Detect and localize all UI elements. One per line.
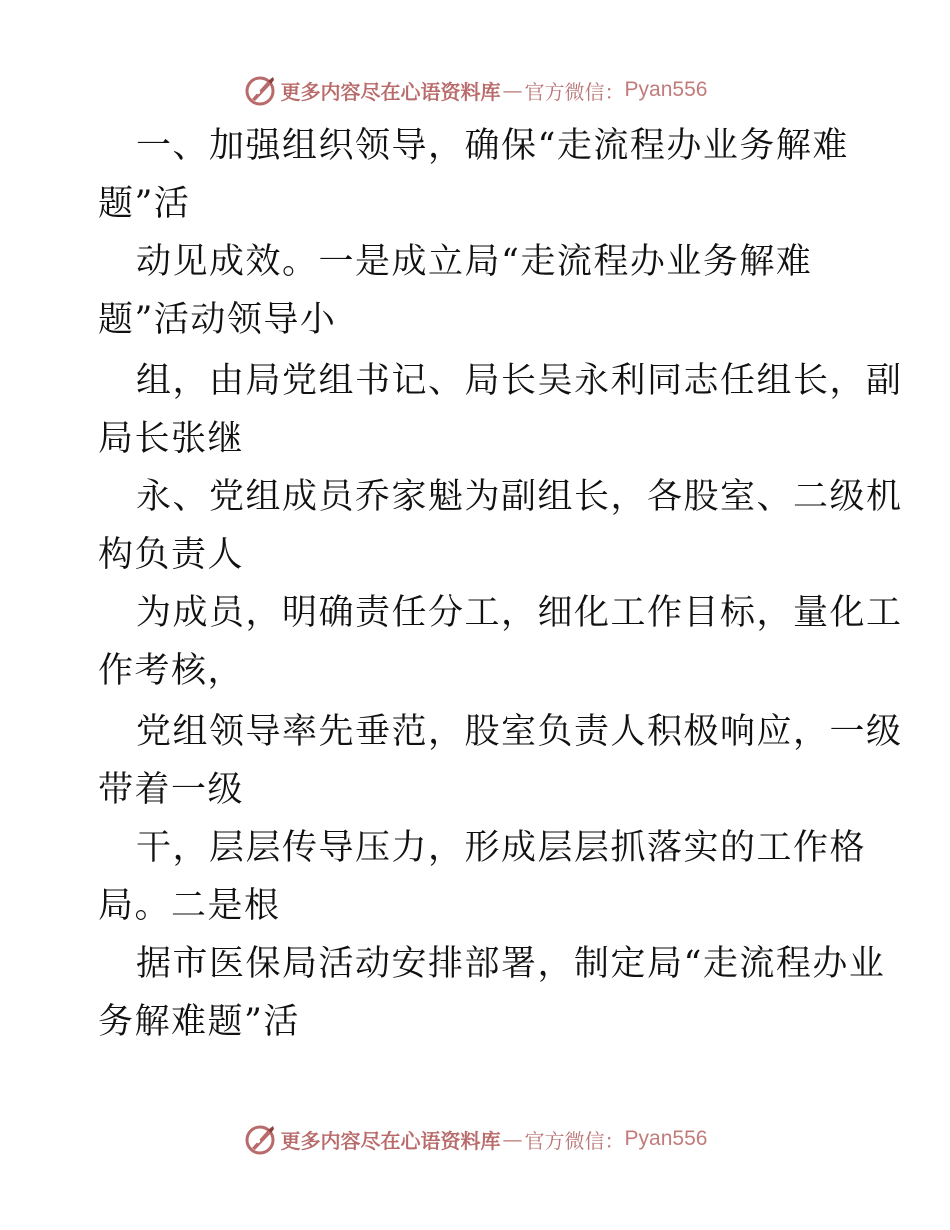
watermark-text [281,76,708,105]
paragraph-line: 干，层层传导压力，形成层层抓落实的工作格 [136,828,867,868]
paragraph-line: 带着一级 [98,770,245,810]
footer-watermark [0,1119,950,1159]
watermark-site: 更多内容尽在心语资料库 [280,1128,501,1153]
paragraph-line: 动见成效。一是成立局“走流程办业务解难 [136,242,813,282]
paragraph-line: 一、加强组织领导，确保“走流程办业务解难 [136,126,849,166]
quill-pen-logo-icon [243,73,277,107]
paragraph-line: 永、党组成员乔家魁为副组长，各股室、二级机 [136,477,903,517]
paragraph-line: 组，由局党组书记、局长吴永利同志任组长，副 [136,361,903,401]
paragraph-line: 局长张继 [98,419,245,459]
watermark-contact-id: Pyan556 [624,78,708,101]
watermark-separator: — [502,1127,523,1151]
watermark-contact-label: 官方微信： [524,79,625,104]
watermark-contact-id: Pyan556 [624,1127,708,1150]
watermark-contact-label: 官方微信： [524,1128,625,1153]
paragraph-line: 党组领导率先垂范，股室负责人积极响应，一级 [136,712,903,752]
paragraph-line: 局。二是根 [98,886,281,926]
watermark-separator: — [502,78,523,102]
paragraph-line: 作考核， [98,651,245,691]
watermark-site: 更多内容尽在心语资料库 [280,79,501,104]
quill-pen-logo-icon [243,1122,277,1156]
paragraph-line: 据市医保局活动安排部署，制定局“走流程办业 [136,944,886,984]
paragraph-line: 为成员，明确责任分工，细化工作目标，量化工 [136,593,903,633]
paragraph-line: 务解难题”活 [98,1002,300,1042]
paragraph-line: 题”活动领导小 [98,300,337,340]
paragraph-line: 题”活 [98,184,191,224]
header-watermark [0,70,950,110]
paragraph-line: 构负责人 [98,535,245,575]
watermark-text [281,1125,708,1154]
